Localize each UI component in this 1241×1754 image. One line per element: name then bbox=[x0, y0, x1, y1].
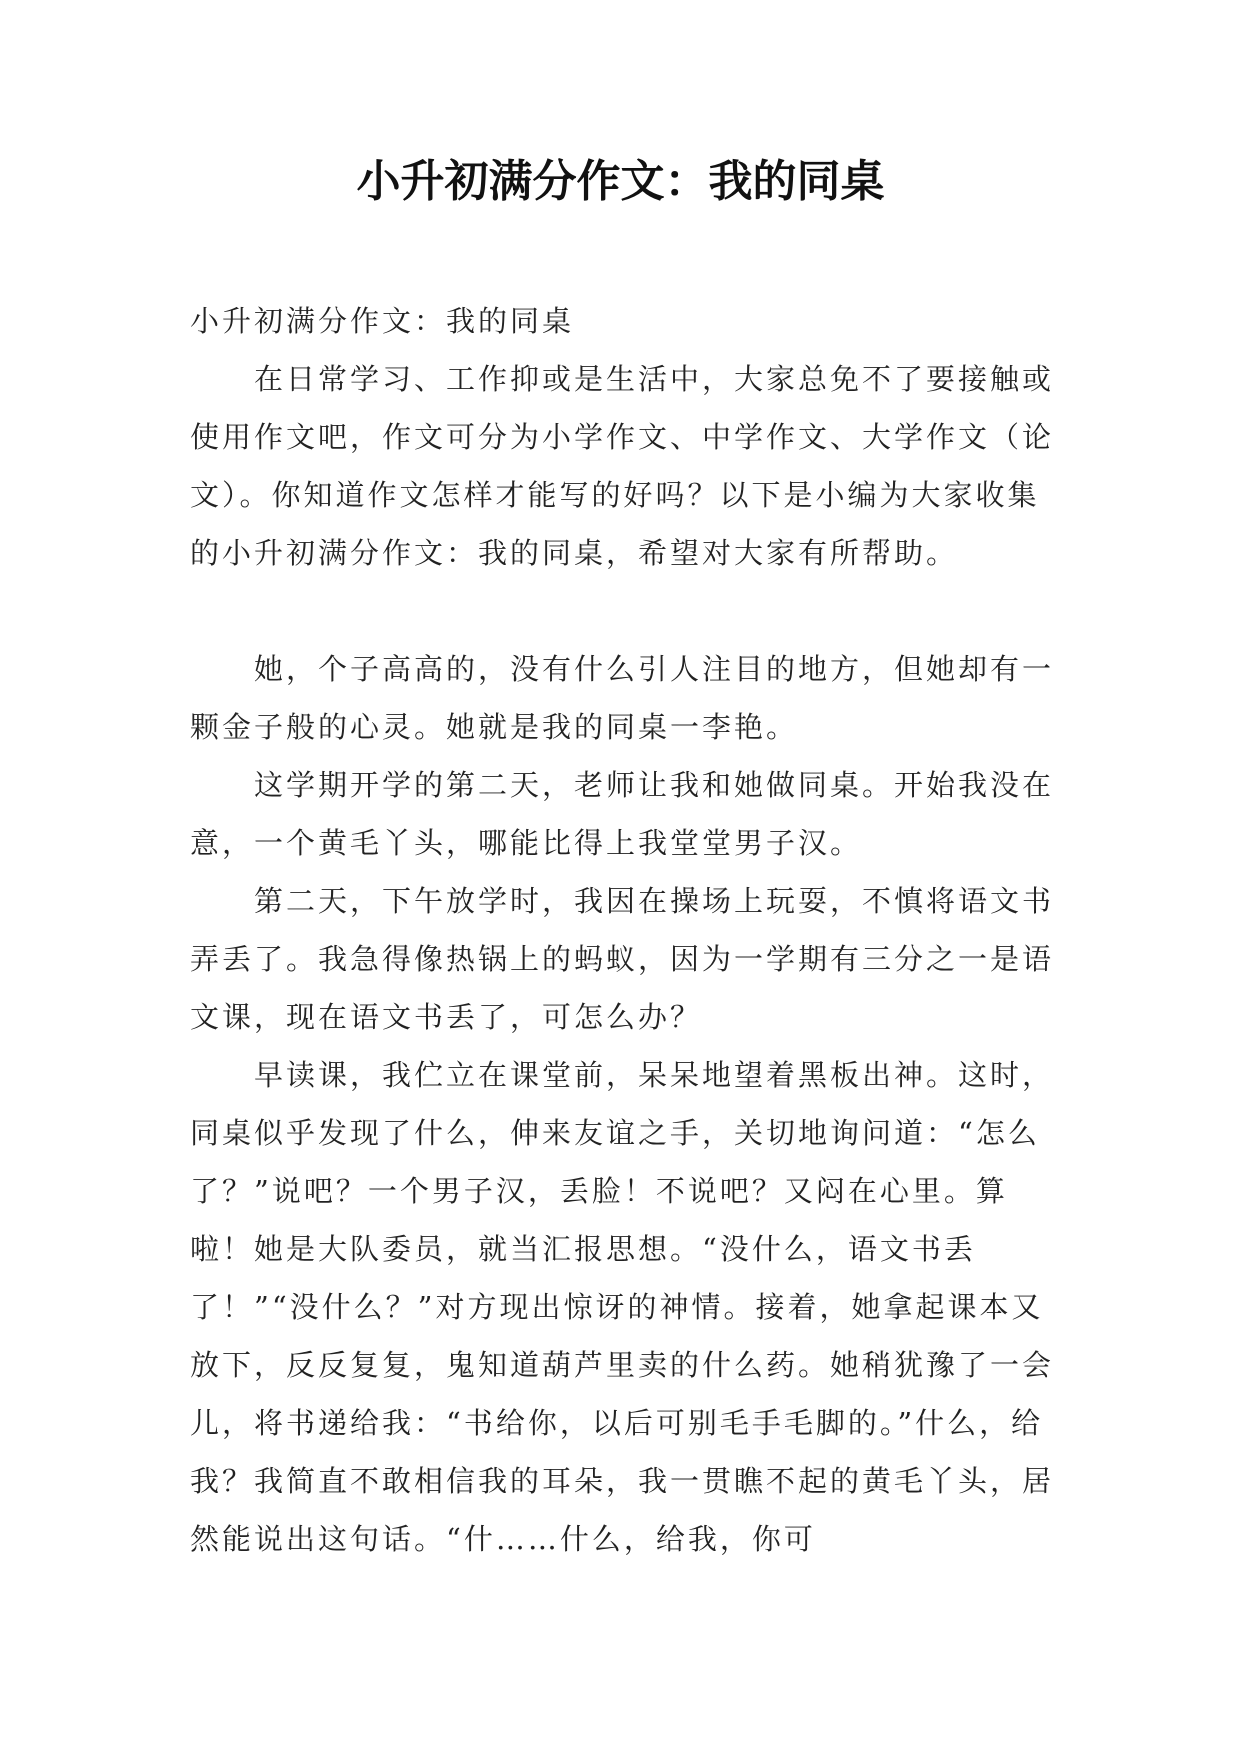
body-paragraph: 这学期开学的第二天，老师让我和她做同桌。开始我没在意，一个黄毛丫头，哪能比得上我堂堂男子汉。 bbox=[190, 768, 1055, 860]
document-body bbox=[190, 292, 1060, 1568]
intro-paragraph: 在日常学习、工作抑或是生活中，大家总免不了要接触或使用作文吧，作文可分为小学作文、中学作文、大学作文（论文）。你知道作文怎样才能写的好吗？以下是小编为大家收集的小升初满分作文：我的同桌，希望对大家有所帮助。 bbox=[190, 362, 1055, 570]
body-paragraph: 她，个子高高的，没有什么引人注目的地方，但她却有一颗金子般的心灵。她就是我的同桌一李艳。 bbox=[190, 652, 1055, 744]
body-paragraph: 第二天，下午放学时，我因在操场上玩耍，不慎将语文书弄丢了。我急得像热锅上的蚂蚁，因为一学期有三分之一是语文课，现在语文书丢了，可怎么办？ bbox=[190, 884, 1055, 1034]
body-paragraph: 早读课，我伫立在课堂前，呆呆地望着黑板出神。这时，同桌似乎发现了什么，伸来友谊之手，关切地询问道：“怎么了？”说吧？一个男子汉，丢脸！不说吧？又闷在心里。算啦！她是大队委员，就当汇报思想。“没什么，语文书丢了！”“没什么？”对方现出惊讶的神情。接着，她拿起课本又放下，反反复复，鬼知道葫芦里卖的什么药。她稍犹豫了一会儿，将书递给我：“书给你，以后可别毛手毛脚的。”什么，给我？我简直不敢相信我的耳朵，我一贯瞧不起的黄毛丫头，居然能说出这句话。“什……什么，给我，你可 bbox=[190, 1058, 1055, 1556]
document-title: 小升初满分作文：我的同桌 bbox=[356, 156, 885, 207]
document-subtitle: 小升初满分作文：我的同桌 bbox=[190, 304, 575, 338]
